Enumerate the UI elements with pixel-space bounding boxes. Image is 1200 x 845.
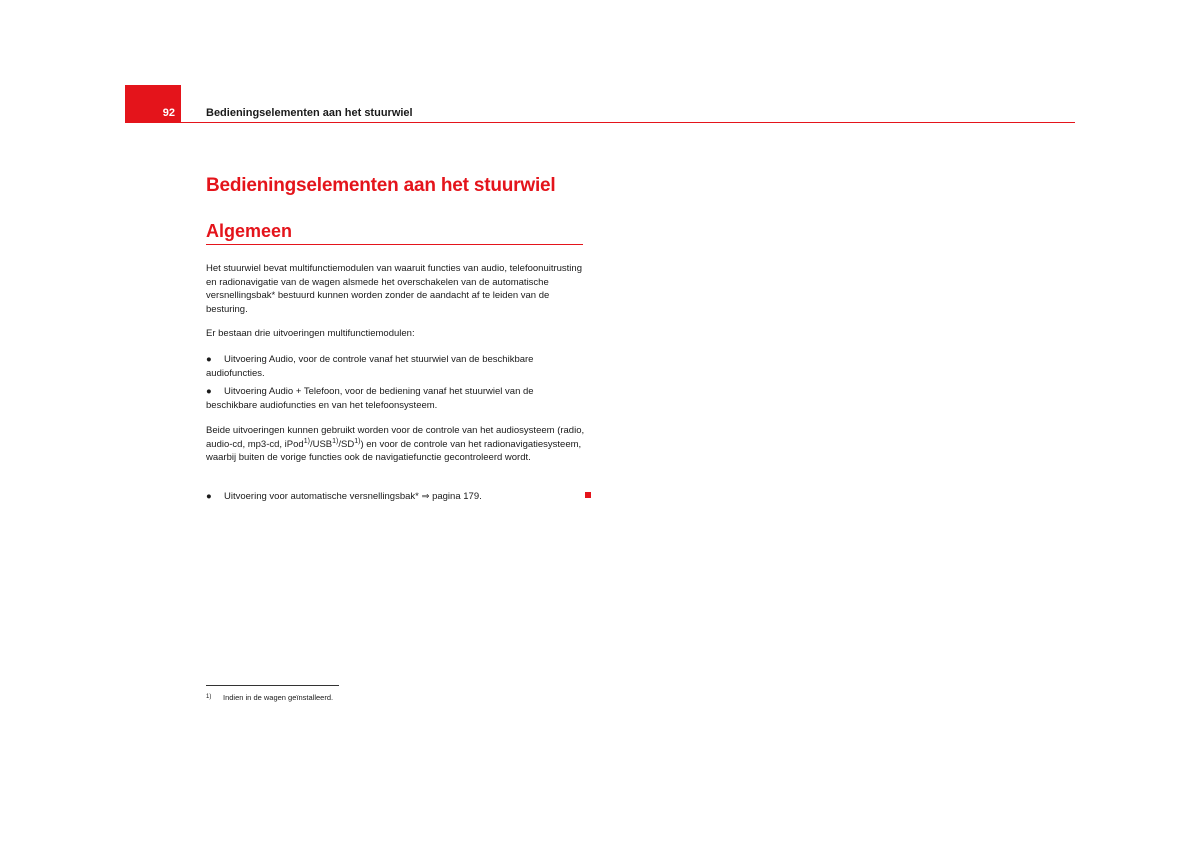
intro-paragraph: Het stuurwiel bevat multifunctiemodulen van waaruit functies van audio, telefoonuitrusting en radionavigatie van de wagen alsmede het overschakelen van de automatische versnellingsbak* bestuurd kunnen worden zonder de aandacht af te leiden van de besturing. (206, 263, 582, 315)
footnote (206, 693, 333, 702)
footnote-ref: 1) (354, 437, 361, 445)
page-link[interactable]: Uitvoering voor automatische versnellingsbak* ⇒ pagina 179. (224, 491, 482, 502)
footnote-ref: 1) (303, 437, 310, 445)
page-number: 92 (162, 107, 175, 119)
footnote-rule (206, 685, 339, 686)
variants-paragraph: Er bestaan drie uitvoeringen multifunctiemodulen: (206, 328, 415, 339)
footnote-ref: 1) (332, 437, 339, 445)
section-rule (206, 244, 583, 245)
list-item (206, 490, 586, 504)
bullet-icon: ● (206, 491, 212, 502)
both-variants-paragraph: Beide uitvoeringen kunnen gebruikt worden voor de controle van het audiosysteem (radio, audio-cd, mp3-cd, iPod$^{1)}$/USB$^{1)}$/SD$^{1)}$) en voor de controle van het radionavigatiesysteem, waarbij buiten de vorige functies ook de navigatiefunctie gecontroleerd wordt. (206, 425, 585, 463)
list-item (206, 353, 586, 380)
running-title: Bedieningselementen aan het stuurwiel (206, 107, 413, 119)
header-rule (181, 122, 1075, 123)
list-item (206, 385, 586, 412)
section-title: Algemeen (206, 221, 293, 241)
chapter-title: Bedieningselementen aan het stuurwiel (206, 175, 556, 196)
bullet-icon: ● (206, 354, 212, 365)
bullet-icon: ● (206, 386, 212, 397)
section-end-icon (585, 492, 591, 498)
footnote-marker: 1) (206, 694, 212, 700)
list-item-text: Uitvoering Audio, voor de controle vanaf het stuurwiel van de beschikbare audiofuncties. (206, 354, 534, 379)
page-number-box (125, 85, 181, 123)
list-item-text: Uitvoering Audio + Telefoon, voor de bediening vanaf het stuurwiel van de beschikbare audiofuncties en van het telefoonsysteem. (206, 386, 534, 411)
footnote-text: Indien in de wagen geïnstalleerd. (223, 693, 334, 702)
